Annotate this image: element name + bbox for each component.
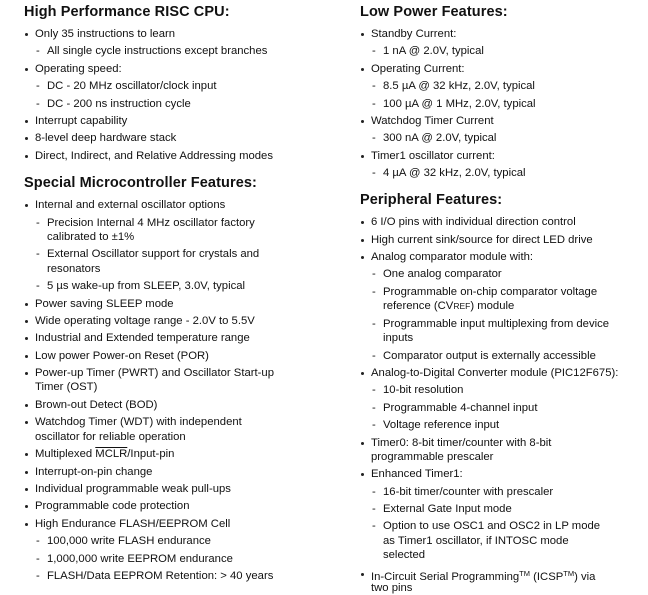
list-item-cont-text: Timer (OST)	[35, 381, 98, 393]
list-item: Wide operating voltage range - 2.0V to 5.5V	[24, 314, 255, 328]
trademark-mark: TM	[563, 569, 575, 578]
list-subitem: - One analog comparator	[360, 267, 502, 281]
list-subitem-cont: resonators	[47, 263, 101, 275]
list-item: Interrupt-on-pin change	[24, 465, 152, 479]
list-item-cont-text: programmable prescaler	[371, 451, 494, 463]
list-subitem: - External Oscillator support for crystals and	[24, 247, 259, 261]
list-item: Watchdog Timer (WDT) with independent	[24, 415, 242, 429]
list-subitem: - 100,000 write FLASH endurance	[24, 534, 211, 548]
list-item: Timer1 oscillator current:	[360, 149, 495, 163]
list-subitem: - Precision Internal 4 MHz oscillator factory	[24, 216, 255, 230]
list-subitem: - Programmable on-chip comparator voltage	[360, 285, 597, 299]
list-item: Operating speed:	[24, 62, 122, 76]
list-item: 6 I/O pins with individual direction control	[360, 215, 576, 229]
list-item: Internal and external oscillator options	[24, 198, 225, 212]
list-subitem: - External Gate Input mode	[360, 502, 512, 516]
list-subitem: - Comparator output is externally accessible	[360, 349, 596, 363]
list-subitem: - Voltage reference input	[360, 418, 499, 432]
list-subitem: - Programmable input multiplexing from device	[360, 317, 609, 331]
mclr-suffix: /Input-pin	[127, 448, 175, 460]
list-item: Watchdog Timer Current	[360, 114, 494, 128]
list-item	[24, 447, 174, 461]
list-item-cont-text: two pins	[371, 582, 413, 594]
list-item: Power saving SLEEP mode	[24, 297, 174, 311]
list-subitem-cont	[360, 299, 514, 313]
list-item: High Endurance FLASH/EEPROM Cell	[24, 517, 230, 531]
list-item: Direct, Indirect, and Relative Addressing modes	[24, 149, 273, 163]
list-subitem: - Programmable 4-channel input	[360, 401, 537, 415]
list-item: Timer0: 8-bit timer/counter with 8-bit	[360, 436, 551, 450]
list-item: Analog comparator module with:	[360, 250, 533, 264]
list-subitem: - 4 µA @ 32 kHz, 2.0V, typical	[360, 166, 526, 180]
peripheral-heading: Peripheral Features:	[360, 192, 503, 208]
list-item: Brown-out Detect (BOD)	[24, 398, 157, 412]
list-item: Enhanced Timer1:	[360, 467, 463, 481]
list-subitem: - 1 nA @ 2.0V, typical	[360, 44, 484, 58]
icsp-mid: (ICSP	[530, 571, 564, 583]
list-subitem-cont: selected	[383, 549, 426, 561]
list-subitem: - FLASH/Data EEPROM Retention: > 40 years	[24, 569, 273, 583]
cvref-suffix: ) module	[470, 300, 515, 312]
list-item: Only 35 instructions to learn	[24, 27, 175, 41]
list-subitem: - All single cycle instructions except branches	[24, 44, 267, 58]
list-subitem-cont: as Timer1 oscillator, if INTOSC mode	[383, 535, 569, 547]
list-item: Individual programmable weak pull-ups	[24, 482, 231, 496]
list-item: Low power Power-on Reset (POR)	[24, 349, 209, 363]
cpu-heading: High Performance RISC CPU:	[24, 4, 230, 20]
list-subitem-cont: inputs	[383, 332, 414, 344]
list-item: Power-up Timer (PWRT) and Oscillator Start-up	[24, 366, 274, 380]
list-subitem: - DC - 200 ns instruction cycle	[24, 97, 191, 111]
list-item: 8-level deep hardware stack	[24, 131, 176, 145]
list-item: High current sink/source for direct LED drive	[360, 233, 593, 247]
list-item: Standby Current:	[360, 27, 456, 41]
list-subitem: - Option to use OSC1 and OSC2 in LP mode	[360, 519, 600, 533]
list-item: Analog-to-Digital Converter module (PIC12F675):	[360, 366, 618, 380]
special-features-heading: Special Microcontroller Features:	[24, 175, 257, 191]
list-item: Operating Current:	[360, 62, 465, 76]
list-subitem: - 16-bit timer/counter with prescaler	[360, 485, 553, 499]
list-subitem: - 100 µA @ 1 MHz, 2.0V, typical	[360, 97, 536, 111]
trademark-mark: TM	[519, 569, 530, 578]
mclr-label: MCLR	[95, 448, 128, 460]
list-item: Programmable code protection	[24, 499, 189, 513]
list-subitem: - 10-bit resolution	[360, 383, 463, 397]
cvref-prefix: reference (CV	[383, 300, 454, 312]
list-subitem: - 300 nA @ 2.0V, typical	[360, 131, 496, 145]
list-subitem: - 1,000,000 write EEPROM endurance	[24, 552, 233, 566]
list-item: Interrupt capability	[24, 114, 127, 128]
list-item: Industrial and Extended temperature range	[24, 331, 250, 345]
list-subitem: - DC - 20 MHz oscillator/clock input	[24, 79, 217, 93]
list-subitem: - 8.5 µA @ 32 kHz, 2.0V, typical	[360, 79, 535, 93]
icsp-suffix: ) via	[574, 571, 596, 583]
low-power-heading: Low Power Features:	[360, 4, 508, 20]
icsp-prefix: In-Circuit Serial Programming	[371, 571, 520, 583]
mclr-prefix: Multiplexed	[35, 448, 96, 460]
list-subitem: - 5 µs wake-up from SLEEP, 3.0V, typical	[24, 279, 245, 293]
list-subitem-cont: calibrated to ±1%	[47, 231, 135, 243]
list-item-cont-text: oscillator for reliable operation	[35, 431, 186, 443]
cvref-subscript: REF	[453, 301, 471, 311]
